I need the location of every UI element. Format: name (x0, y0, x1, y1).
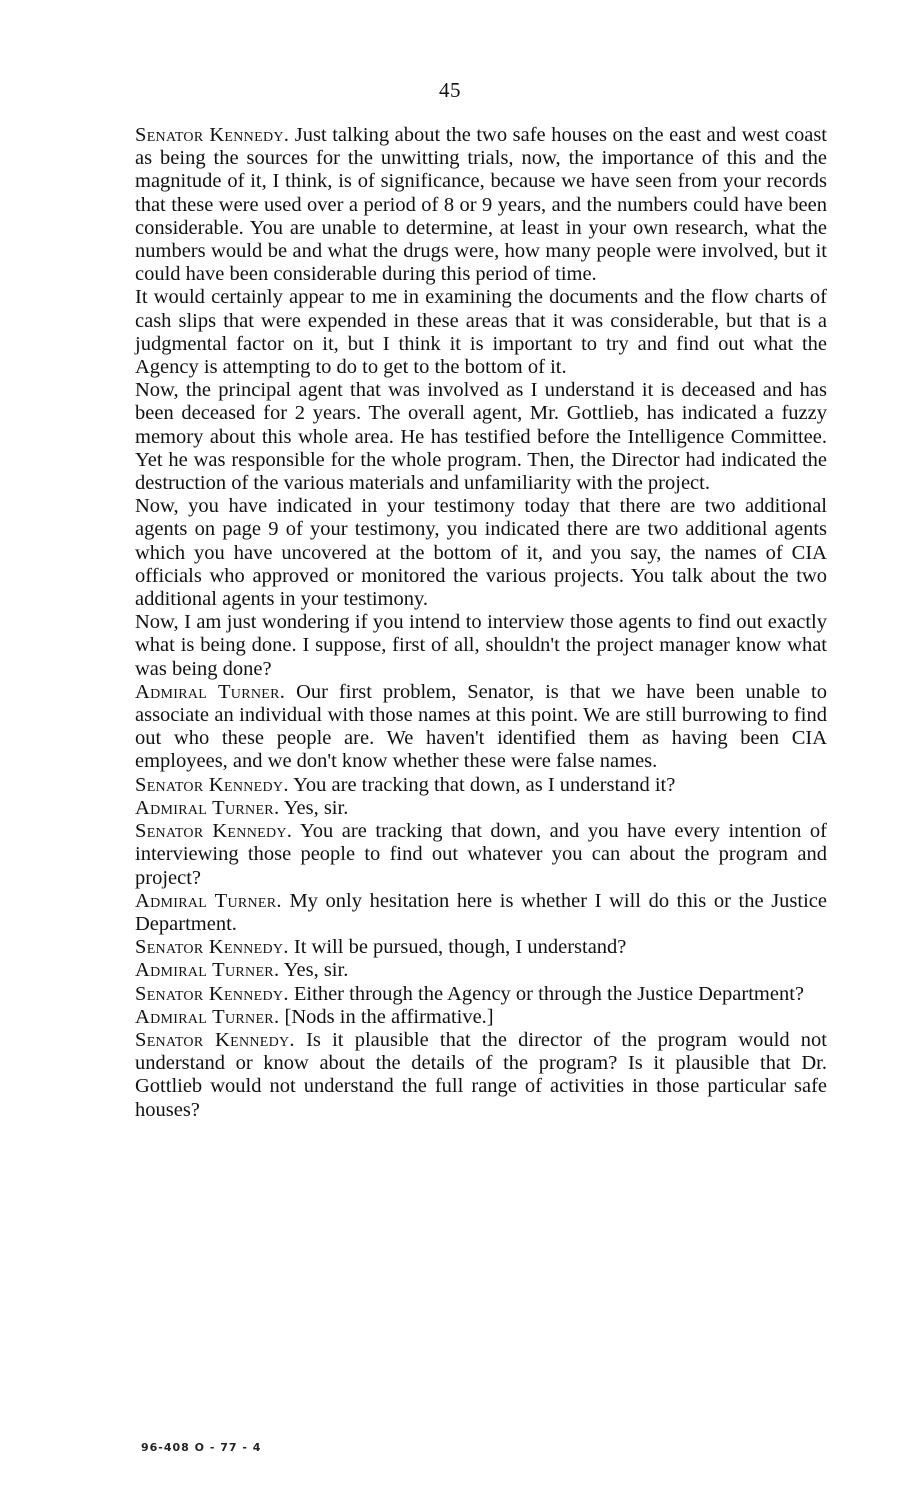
paragraph-text: Our first problem, Senator, is that we have been unable to associate an individual with those names at this point. We are still burrowing to find out who these people are. We haven't identified them as having been CIA employees, and we don't know whether these were false names. (135, 680, 827, 773)
paragraph-text: Just talking about the two safe houses on the east and west coast as being the sources for the unwitting trials, now, the importance of this and the magnitude of it, I think, is of significance, because we have seen from your records that these were used over a period of 8 or 9 years, and the numbers could have been considerable. You are unable to determine, at least in your own research, what the numbers would be and what the drugs were, how many people were involved, but it could have been considerable during this period of time. (135, 124, 827, 286)
paragraph-14 (135, 1006, 827, 1029)
paragraph-text: Now, you have indicated in your testimony today that there are two additional agents on page 9 of your testimony, you indicated there are two additional agents which you have uncovered at the bottom of it, and you say, the names of CIA officials who approved or monitored the various projects. You talk about the two additional agents in your testimony. (135, 495, 827, 611)
paragraph-1 (135, 124, 827, 286)
paragraph-text: It would certainly appear to me in examining the documents and the flow charts of cash slips that were expended in these areas that it was considerable, but that is a judgmental factor on it, but I think it is important to try and find out what the Agency is attempting to do to get to the bottom of it. (135, 286, 827, 379)
speaker-label: Senator Kennedy. (135, 820, 293, 843)
speaker-label: Admiral Turner. (135, 889, 282, 912)
print-code-footer: 96-408 O - 77 - 4 (141, 1441, 262, 1454)
paragraph-text: Now, the principal agent that was involved as I understand it is deceased and has been deceased for 2 years. The overall agent, Mr. Gottlieb, has indicated a fuzzy memory about this whole area. He has testified before the Intelligence Committee. Yet he was responsible for the whole program. Then, the Director had indicated the destruction of the various materials and unfamiliarity with the project. (135, 379, 827, 495)
paragraph-15 (135, 1029, 827, 1122)
speaker-label: Admiral Turner. (135, 680, 286, 703)
paragraph-11 (135, 936, 827, 959)
paragraph-text: You are tracking that down, as I understand it? (288, 773, 676, 796)
paragraph-6 (135, 681, 827, 774)
paragraph-text: You are tracking that down, and you have every intention of interviewing those people to find out whatever you can about the program and project? (135, 820, 827, 889)
paragraph-7 (135, 774, 827, 797)
speaker-label: Senator Kennedy. (135, 982, 289, 1005)
paragraph-text: It will be pursued, though, I understand? (288, 936, 627, 959)
transcript-body (135, 124, 827, 1122)
paragraph-9 (135, 820, 827, 890)
paragraph-13 (135, 983, 827, 1006)
paragraph-12 (135, 959, 827, 982)
paragraph-4 (135, 495, 827, 611)
paragraph-text: My only hesitation here is whether I will do this or the Justice Department. (135, 889, 827, 935)
paragraph-text: Yes, sir. (279, 959, 349, 982)
paragraph-text: Now, I am just wondering if you intend to interview those agents to find out exactly what is being done. I suppose, first of all, shouldn't the project manager know what was being done? (135, 611, 827, 680)
paragraph-text: Is it plausible that the director of the program would not understand or know about the details of the program? Is it plausible that Dr. Gottlieb would not understand the full range of activities in those particular safe houses? (135, 1028, 827, 1121)
speaker-label: Senator Kennedy. (135, 124, 290, 146)
paragraph-3 (135, 379, 827, 495)
paragraph-text: Yes, sir. (279, 796, 349, 819)
speaker-label: Senator Kennedy. (135, 1028, 295, 1051)
page-number: 45 (439, 78, 461, 102)
speaker-label: Senator Kennedy. (135, 936, 289, 959)
paragraph-2 (135, 286, 827, 379)
paragraph-5 (135, 611, 827, 681)
paragraph-text: [Nods in the affirmative.] (279, 1005, 494, 1028)
paragraph-10 (135, 890, 827, 936)
speaker-label: Senator Kennedy. (135, 773, 289, 796)
speaker-label: Admiral Turner. (135, 1005, 280, 1028)
speaker-label: Admiral Turner. (135, 959, 280, 982)
paragraph-text: Either through the Agency or through the Justice Department? (288, 982, 804, 1005)
paragraph-8 (135, 797, 827, 820)
speaker-label: Admiral Turner. (135, 796, 280, 819)
